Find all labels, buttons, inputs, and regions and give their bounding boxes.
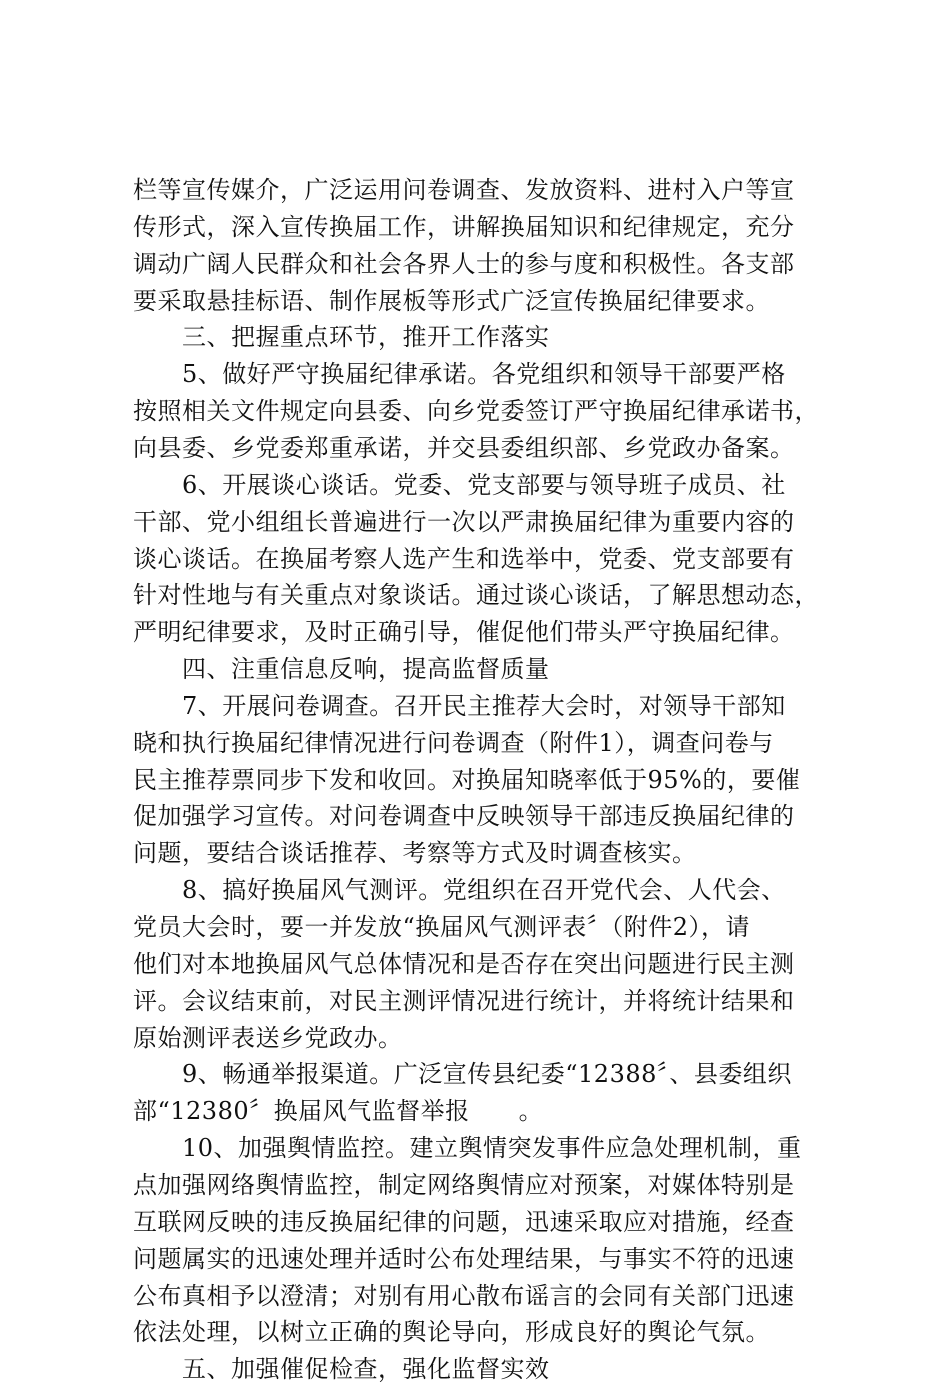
text-line-19: 问题，要结合谈话推荐、考察等方式及时调查核实。	[133, 839, 697, 867]
text-line-23: 评。会议结束前，对民主测评情况进行统计，并将统计结果和	[133, 987, 795, 1015]
text-line-3: 调动广阔人民群众和社会各界人士的参与度和积极性。各支部	[133, 250, 795, 278]
text-line-11: 谈心谈话。在换届考察人选产生和选举中，党委、党支部要有	[133, 545, 795, 573]
text-line-7: 按照相关文件规定向县委、向乡党委签订严守换届纪律承诺书，	[133, 397, 819, 425]
text-line-17: 民主推荐票同步下发和收回。对换届知晓率低于95%的，要催	[133, 766, 801, 794]
text-line-15: 7、开展问卷调查。召开民主推荐大会时，对领导干部知	[133, 692, 786, 720]
text-line-30: 问题属实的迅速处理并适时公布处理结果，与事实不符的迅速	[133, 1245, 795, 1273]
text-line-27: 10、加强舆情监控。建立舆情突发事件应急处理机制，重	[133, 1134, 802, 1162]
text-line-13: 严明纪律要求，及时正确引导，催促他们带头严守换届纪律。	[133, 618, 795, 646]
section-heading-5: 五、加强催促检查，强化监督实效	[133, 1355, 550, 1383]
text-line-28: 点加强网络舆情监控，制定网络舆情应对预案，对媒体特别是	[133, 1171, 795, 1199]
text-line-16: 晓和执行换届纪律情况进行问卷调查（附件1），调查问卷与	[133, 729, 774, 757]
text-line-2: 传形式，深入宣传换届工作，讲解换届知识和纪律规定，充分	[133, 213, 795, 241]
text-line-20: 8、搞好换届风气测评。党组织在召开党代会、人代会、	[133, 876, 786, 904]
text-line-31: 公布真相予以澄清；对别有用心散布谣言的会同有关部门迅速	[133, 1282, 795, 1310]
text-line-4: 要采取悬挂标语、制作展板等形式广泛宣传换届纪律要求。	[133, 287, 770, 315]
section-heading-3: 三、把握重点环节，推开工作落实	[133, 323, 550, 351]
text-line-10: 干部、党小组组长普遍进行一次以严肃换届纪律为重要内容的	[133, 508, 795, 536]
text-line-25: 9、畅通举报渠道。广泛宣传县纪委“12388〞、县委组织	[133, 1060, 792, 1088]
text-line-29: 互联网反映的违反换届纪律的问题，迅速采取应对措施，经查	[133, 1208, 795, 1236]
text-line-21: 党员大会时，要一并发放“换届风气测评表〞（附件2），请	[133, 913, 751, 941]
text-line-9: 6、开展谈心谈话。党委、党支部要与领导班子成员、社	[133, 471, 786, 499]
text-line-32: 依法处理，以树立正确的舆论导向，形成良好的舆论气氛。	[133, 1318, 770, 1346]
text-line-1: 栏等宣传媒介，广泛运用问卷调查、发放资料、进村入户等宣	[133, 176, 795, 204]
text-line-24: 原始测评表送乡党政办。	[133, 1024, 403, 1052]
text-line-6: 5、做好严守换届纪律承诺。各党组织和领导干部要严格	[133, 360, 786, 388]
text-line-22: 他们对本地换届风气总体情况和是否存在突出问题进行民主测	[133, 950, 795, 978]
text-line-8: 向县委、乡党委郑重承诺，并交县委组织部、乡党政办备案。	[133, 434, 795, 462]
section-heading-4: 四、注重信息反响，提高监督质量	[133, 655, 550, 683]
text-line-18: 促加强学习宣传。对问卷调查中反映领导干部违反换届纪律的	[133, 802, 795, 830]
text-line-12: 针对性地与有关重点对象谈话。通过谈心谈话，了解思想动态，	[133, 581, 819, 609]
text-line-26: 部“12380〞换届风气监督举报 。	[133, 1097, 544, 1125]
